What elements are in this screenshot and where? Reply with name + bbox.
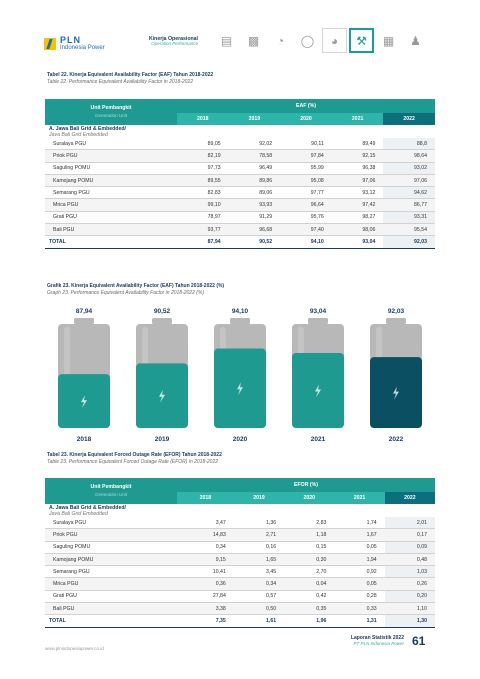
value-cell: 1,67 (334, 529, 384, 541)
value-label: 92,03 (387, 308, 405, 315)
year-header: 2020 (284, 492, 334, 504)
unit-name-cell: Semarang PGU (45, 566, 177, 578)
unit-name-cell: Grati PGU (45, 590, 177, 602)
section-title (148, 37, 198, 47)
value-cell: 0,50 (234, 603, 284, 615)
value-label: 87,94 (75, 308, 93, 315)
total-label-cell: TOTAL (45, 236, 177, 248)
value-cell: 95,99 (280, 162, 332, 174)
value-cell: 96,49 (229, 162, 281, 174)
metric-header: EFOR (%) (177, 478, 435, 492)
graph23-subtitle: Graph 23. Performance Equivalent Availability Factor in 2018-2022 (%) (47, 290, 205, 296)
table-row (45, 517, 435, 529)
tools-icon[interactable]: ⚒ (349, 28, 374, 53)
table-row (45, 138, 435, 150)
value-cell: 96,38 (332, 162, 384, 174)
value-cell: 2,01 (385, 517, 435, 529)
eaf-battery-chart (45, 300, 435, 450)
table-row (45, 211, 435, 223)
value-cell: 97,42 (332, 199, 384, 211)
value-cell: 82,19 (177, 150, 229, 162)
value-cell: 0,57 (234, 590, 284, 602)
footer-url[interactable]: www.plnindonesiapower.co.id (45, 646, 104, 651)
value-cell: 0,48 (385, 553, 435, 565)
unit-header-sublabel: Generation Unit (94, 113, 128, 118)
total-label-cell: TOTAL (45, 615, 177, 627)
group-title: A. Jawa Bali Grid & Embedded/ (49, 125, 126, 132)
value-cell: 88,8 (383, 138, 435, 150)
footer-report-title: Laporan Statistik 2022 (350, 635, 404, 641)
unit-name-cell: Saguling POMU (45, 162, 177, 174)
table-row (45, 590, 435, 602)
value-cell: 2,70 (284, 566, 334, 578)
value-cell: 93,77 (177, 224, 229, 236)
value-cell: 93,12 (332, 187, 384, 199)
table23-caption (47, 452, 222, 466)
total-value-cell: 1,31 (334, 615, 384, 627)
value-cell: 90,11 (280, 138, 332, 150)
value-cell: 0,05 (334, 578, 384, 590)
value-cell: 94,62 (383, 187, 435, 199)
value-cell: 98,64 (383, 150, 435, 162)
total-value-cell: 1,30 (385, 615, 435, 627)
group-subtitle: Java Bali Grid Embedded (49, 510, 108, 517)
value-cell: 0,09 (385, 541, 435, 553)
table22-caption (47, 72, 213, 86)
page-number: 61 (412, 634, 426, 648)
year-header: 2019 (229, 113, 281, 125)
unit-name-cell: Mrica PGU (45, 578, 177, 590)
graph23-title: Grafik 23. Kinerja Equivalent Availability Factor (EAF) Tahun 2018-2022 (%) (47, 283, 225, 289)
table23-subtitle: Table 23. Performance Equivalent Forced Outage Rate (EFOR) in 2018-2022 (47, 459, 219, 465)
table23-title: Tabel 23. Kinerja Equivalent Forced Outage Rate (EFOR) Tahun 2018-2022 (47, 452, 222, 458)
battery-cap (74, 318, 94, 324)
document-icon[interactable]: ▤ (220, 33, 233, 48)
value-cell: 99,10 (177, 199, 229, 211)
value-cell: 3,45 (234, 566, 284, 578)
footer-report-subtitle: PT PLN Indonesia Power (353, 641, 404, 646)
value-cell: 89,05 (177, 138, 229, 150)
eaf-table (45, 99, 435, 249)
group-title: A. Jawa Bali Grid & Embedded/ (49, 504, 126, 511)
value-cell: 89,86 (229, 174, 281, 186)
total-row (45, 236, 435, 248)
group-row (45, 125, 435, 138)
worker-icon[interactable]: ♟ (410, 33, 421, 48)
table-row (45, 529, 435, 541)
value-cell: 97,77 (280, 187, 332, 199)
table-row (45, 578, 435, 590)
value-cell: 95,76 (280, 211, 332, 223)
unit-header-sublabel: Generation Unit (94, 492, 128, 497)
value-cell: 89,49 (332, 138, 384, 150)
table-row (45, 553, 435, 565)
value-label: 90,52 (153, 308, 171, 315)
total-value-cell: 92,03 (383, 236, 435, 248)
unit-header-label: Unit Pembangkit (90, 105, 132, 111)
category-label: 2018 (76, 436, 92, 443)
value-cell: 3,47 (177, 517, 234, 529)
unit-name-cell: Mrica PGU (45, 199, 177, 211)
value-cell: 95,54 (383, 224, 435, 236)
group-cell (45, 504, 435, 517)
value-cell: 14,83 (177, 529, 234, 541)
table-row (45, 150, 435, 162)
value-cell: 97,06 (383, 174, 435, 186)
value-cell: 93,93 (229, 199, 281, 211)
unit-name-cell: Suralaya PGU (45, 138, 177, 150)
table-row (45, 541, 435, 553)
value-cell: 96,68 (229, 224, 281, 236)
table-row (45, 174, 435, 186)
table-row (45, 187, 435, 199)
category-label: 2019 (154, 436, 170, 443)
value-cell: 1,18 (284, 529, 334, 541)
category-label: 2022 (388, 436, 404, 443)
value-cell: 9,15 (177, 553, 234, 565)
value-cell: 78,97 (177, 211, 229, 223)
year-header: 2020 (280, 113, 332, 125)
logo-subname: Indonesia Power (60, 45, 105, 51)
value-cell: 1,74 (334, 517, 384, 529)
value-cell: 82,83 (177, 187, 229, 199)
table-row (45, 199, 435, 211)
value-cell: 0,33 (334, 603, 384, 615)
table-row (45, 224, 435, 236)
bag-icon[interactable]: ▦ (382, 33, 395, 48)
value-cell: 86,77 (383, 199, 435, 211)
value-cell: 91,29 (229, 211, 281, 223)
value-cell: 1,65 (234, 553, 284, 565)
graph23-caption (47, 283, 224, 297)
value-cell: 0,34 (234, 578, 284, 590)
value-cell: 97,06 (332, 174, 384, 186)
value-cell: 3,38 (177, 603, 234, 615)
value-cell: 0,05 (334, 541, 384, 553)
unit-header (45, 99, 177, 125)
metric-header: EAF (%) (177, 99, 435, 113)
value-cell: 0,04 (284, 578, 334, 590)
battery-cap (152, 318, 172, 324)
year-header: 2021 (332, 113, 384, 125)
value-cell: 92,15 (332, 150, 384, 162)
total-value-cell: 94,10 (280, 236, 332, 248)
value-cell: 0,36 (177, 578, 234, 590)
battery-cap (230, 318, 250, 324)
group-subtitle: Java Bali Grid Embedded (49, 131, 108, 138)
unit-name-cell: Bali PGU (45, 224, 177, 236)
value-cell: 10,41 (177, 566, 234, 578)
unit-header-label: Unit Pembangkit (90, 484, 132, 490)
dial-icon[interactable]: ◔ (276, 33, 285, 48)
efor-table (45, 478, 435, 628)
year-header: 2022 (383, 113, 435, 125)
table22-title: Tabel 22. Kinerja Equivalent Availability Factor (EAF) Tahun 2018-2022 (47, 72, 214, 78)
value-cell: 92,02 (229, 138, 281, 150)
unit-name-cell: Saguling POMU (45, 541, 177, 553)
table-row (45, 603, 435, 615)
section-title-text: Kinerja Operasional (148, 36, 198, 42)
unit-header (45, 478, 177, 504)
value-cell: 0,26 (385, 578, 435, 590)
year-header: 2022 (385, 492, 435, 504)
category-label: 2021 (310, 436, 326, 443)
factory-icon[interactable]: ▩ (247, 33, 260, 48)
battery-cap (308, 318, 328, 324)
value-cell: 98,27 (332, 211, 384, 223)
value-cell: 0,20 (385, 590, 435, 602)
value-label: 93,04 (309, 308, 327, 315)
thermometer-icon[interactable]: ◯ (300, 33, 315, 48)
value-cell: 0,42 (284, 590, 334, 602)
unit-name-cell: Kamojang POMU (45, 553, 177, 565)
value-cell: 2,83 (284, 517, 334, 529)
unit-name-cell: Bali PGU (45, 603, 177, 615)
total-value-cell: 93,04 (332, 236, 384, 248)
value-cell: 1,10 (385, 603, 435, 615)
group-row (45, 504, 435, 517)
value-cell: 0,15 (284, 541, 334, 553)
footer-report (320, 635, 404, 647)
section-nav (214, 28, 430, 53)
table-row (45, 566, 435, 578)
value-cell: 97,40 (280, 224, 332, 236)
value-cell: 78,58 (229, 150, 281, 162)
value-cell: 0,17 (385, 529, 435, 541)
year-header: 2021 (334, 492, 384, 504)
category-label: 2020 (232, 436, 248, 443)
gauge-icon[interactable]: ◕ (322, 28, 347, 53)
value-cell: 89,06 (229, 187, 281, 199)
page-header (0, 0, 480, 70)
unit-name-cell: Kamojang POMU (45, 174, 177, 186)
company-logo (44, 36, 105, 51)
total-row (45, 615, 435, 627)
section-subtitle-text: Operation Performance (151, 41, 198, 47)
table22-subtitle: Table 22. Performance Equivalent Availability Factor in 2018-2022 (47, 79, 194, 85)
battery-cap (386, 318, 406, 324)
value-cell: 93,02 (383, 162, 435, 174)
total-value-cell: 1,96 (284, 615, 334, 627)
unit-name-cell: Suralaya PGU (45, 517, 177, 529)
value-label: 94,10 (231, 308, 249, 315)
pln-logo-icon (44, 38, 56, 50)
value-cell: 97,84 (280, 150, 332, 162)
year-header: 2018 (177, 492, 234, 504)
year-header: 2018 (177, 113, 229, 125)
value-cell: 96,64 (280, 199, 332, 211)
unit-name-cell: Semarang PGU (45, 187, 177, 199)
value-cell: 0,34 (177, 541, 234, 553)
value-cell: 1,94 (334, 553, 384, 565)
unit-name-cell: Priok PGU (45, 150, 177, 162)
value-cell: 27,84 (177, 590, 234, 602)
value-cell: 1,03 (385, 566, 435, 578)
value-cell: 89,55 (177, 174, 229, 186)
value-cell: 0,35 (284, 603, 334, 615)
total-value-cell: 7,35 (177, 615, 234, 627)
year-header: 2019 (234, 492, 284, 504)
value-cell: 93,31 (383, 211, 435, 223)
table-row (45, 162, 435, 174)
group-cell (45, 125, 435, 138)
logo-name: PLN (60, 35, 81, 45)
value-cell: 1,36 (234, 517, 284, 529)
total-value-cell: 1,61 (234, 615, 284, 627)
value-cell: 97,73 (177, 162, 229, 174)
unit-name-cell: Priok PGU (45, 529, 177, 541)
value-cell: 0,16 (234, 541, 284, 553)
value-cell: 2,71 (234, 529, 284, 541)
value-cell: 0,92 (334, 566, 384, 578)
value-cell: 0,28 (334, 590, 384, 602)
total-value-cell: 87,94 (177, 236, 229, 248)
value-cell: 95,08 (280, 174, 332, 186)
unit-name-cell: Grati PGU (45, 211, 177, 223)
value-cell: 98,06 (332, 224, 384, 236)
total-value-cell: 90,52 (229, 236, 281, 248)
value-cell: 0,30 (284, 553, 334, 565)
